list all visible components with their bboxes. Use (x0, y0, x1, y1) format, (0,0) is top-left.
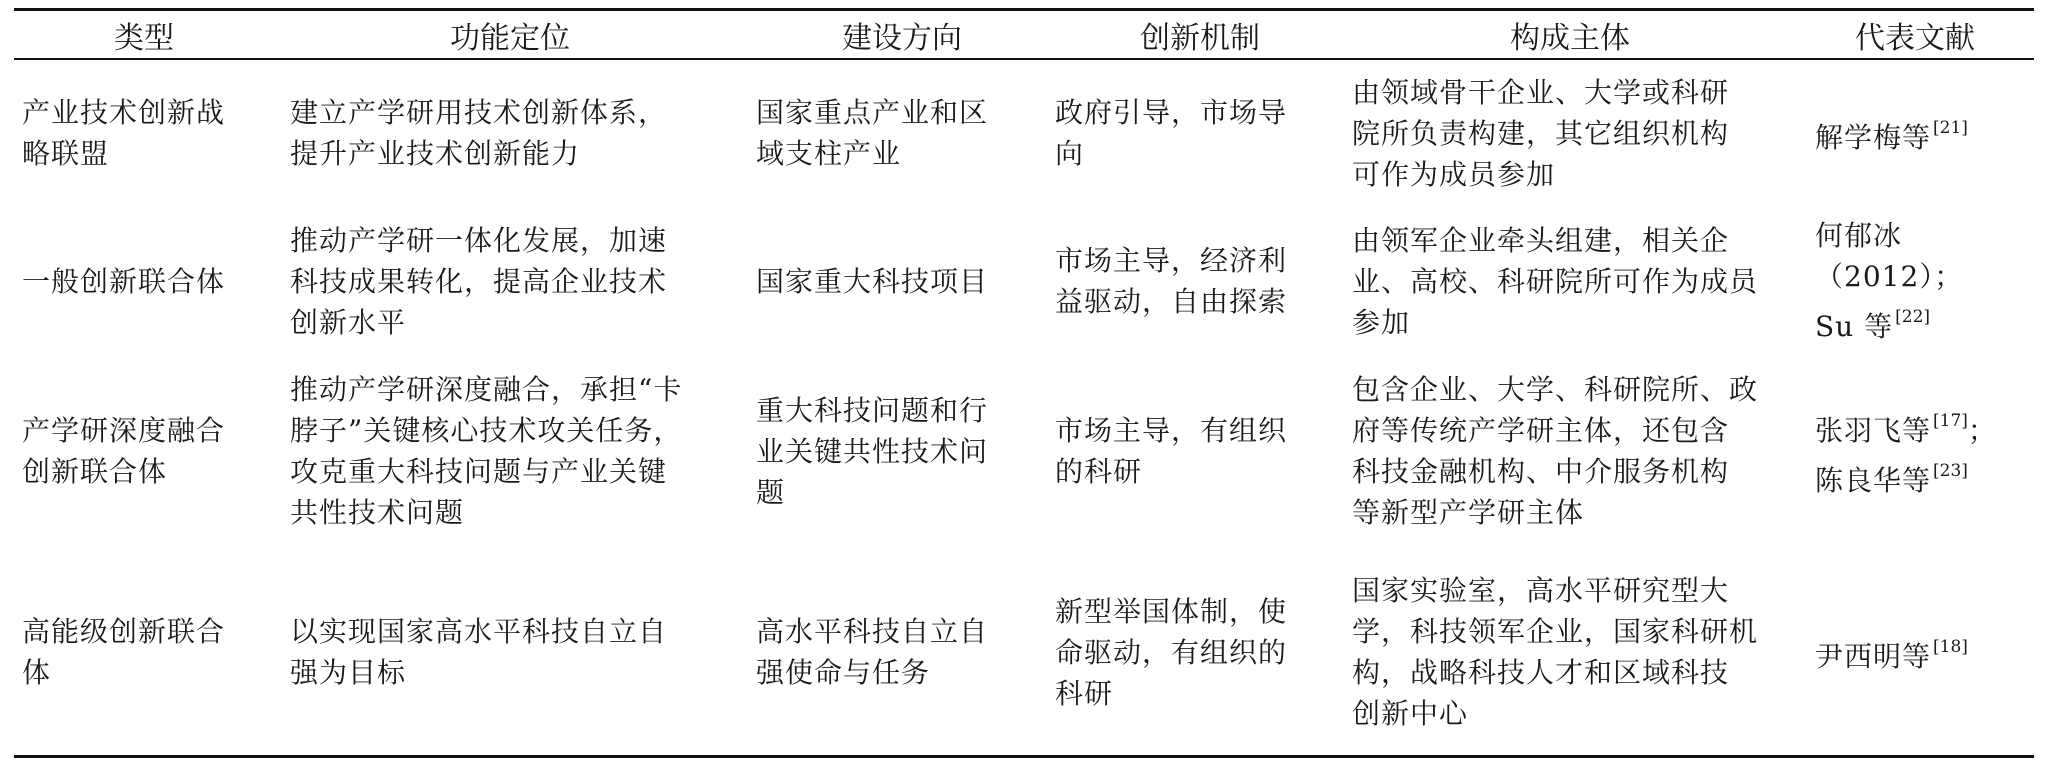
table-row-4-refs (1815, 550, 2040, 754)
citation-number: [18] (1933, 637, 1968, 657)
cell-line: 脖子”关键核心技术攻关任务， (290, 414, 683, 447)
reference-text: 解学梅等 (1815, 121, 1932, 154)
cell-line: 强为目标 (290, 656, 407, 689)
table-row-2-mechanism (1055, 208, 1345, 354)
cell-line: 攻克重大科技问题与产业关键 (290, 455, 668, 488)
cell-line: 产学研深度融合 (22, 414, 226, 447)
reference-text: （2012）； (1815, 260, 1964, 293)
table-row-4-subjects (1352, 550, 1802, 754)
cell-line: 高能级创新联合 (22, 615, 226, 648)
cell-line: 推动产学研深度融合，承担“卡 (290, 373, 683, 406)
cell-line: 共性技术问题 (290, 496, 465, 529)
cell-line: 向 (1055, 137, 1085, 170)
header-function: 功能定位 (450, 20, 570, 56)
cell-line: 体 (22, 656, 52, 689)
cell-line: 学，科技领军企业，国家科研机 (1352, 615, 1759, 648)
cell-line: 强使命与任务 (756, 656, 931, 689)
cell-line: 由领军企业牵头组建，相关企 (1352, 223, 1730, 257)
table-row-3-function (290, 356, 750, 546)
table-row-2-function (290, 208, 750, 354)
cell-line: 院所负责构建，其它组织机构 (1352, 116, 1730, 150)
cell-line: 建立产学研用技术创新体系， (290, 96, 668, 129)
citation-number: [17] (1933, 411, 1968, 431)
table-row-1-subjects (1352, 60, 1802, 206)
table-row-3-refs (1815, 356, 2040, 546)
cell-line: 业关键共性技术问 (756, 434, 989, 468)
reference-text: 张羽飞等 (1815, 414, 1932, 447)
cell-line: 题 (756, 475, 786, 509)
cell-line: 国家重大科技项目 (756, 264, 989, 298)
citation-number: [23] (1933, 461, 1968, 481)
cell-line: 政府引导，市场导 (1055, 96, 1288, 129)
cell-line: 包含企业、大学、科研院所、政 (1352, 373, 1759, 406)
header-direction: 建设方向 (842, 20, 962, 56)
cell-line: 构，战略科技人才和区域科技 (1352, 656, 1730, 689)
table-row-2-subjects (1352, 208, 1802, 354)
cell-line: 的科研 (1055, 455, 1143, 488)
cell-line: 新型举国体制，使 (1055, 594, 1288, 628)
reference (1815, 297, 1963, 347)
table-row-2-type (22, 208, 282, 354)
cell-line: 以实现国家高水平科技自立自 (290, 615, 668, 648)
header-subjects: 构成主体 (1510, 20, 1630, 56)
cell-line: 等新型产学研主体 (1352, 496, 1585, 529)
cell-line: 可作为成员参加 (1352, 157, 1556, 191)
reference-text: 陈良华等 (1815, 464, 1932, 497)
cell-line: 业、高校、科研院所可作为成员 (1352, 264, 1759, 298)
table-row-4-type (22, 550, 282, 754)
table-row-3-mechanism (1055, 356, 1345, 546)
table-row-1-type (22, 60, 282, 206)
citation-number: [22] (1895, 307, 1931, 327)
cell-line: 推动产学研一体化发展，加速 (290, 223, 668, 257)
reference-text: 尹西明等 (1815, 640, 1932, 673)
table-row-1-mechanism (1055, 60, 1345, 206)
cell-line: 产业技术创新战 (22, 96, 226, 129)
cell-line: 国家实验室，高水平研究型大 (1352, 574, 1730, 607)
table-row-4-mechanism (1055, 550, 1345, 754)
table-row-1-refs (1815, 60, 2040, 206)
cell-line: 提升产业技术创新能力 (290, 137, 581, 170)
reference (1815, 627, 1968, 677)
table-row-3-direction (756, 356, 1046, 546)
reference (1815, 401, 1997, 451)
cell-line: 国家重点产业和区 (756, 96, 989, 129)
reference-separator: ； (1967, 414, 1997, 447)
cell-line: 一般创新联合体 (22, 264, 226, 298)
table-row-3-subjects (1352, 356, 1802, 546)
cell-line: 由领域骨干企业、大学或科研 (1352, 75, 1730, 109)
cell-line: 府等传统产学研主体，还包含 (1352, 414, 1730, 447)
reference-text: Su 等 (1815, 310, 1894, 343)
cell-line: 创新联合体 (22, 455, 168, 488)
cell-line: 域支柱产业 (756, 137, 902, 170)
cell-line: 参加 (1352, 305, 1411, 339)
cell-line: 市场主导，有组织 (1055, 414, 1288, 447)
cell-line: 市场主导，经济利 (1055, 244, 1288, 277)
cell-line: 高水平科技自立自 (756, 615, 989, 648)
cell-line: 科技金融机构、中介服务机构 (1352, 455, 1730, 488)
cell-line: 略联盟 (22, 137, 110, 170)
table-row-1-function (290, 60, 750, 206)
cell-line: 重大科技问题和行 (756, 393, 989, 427)
table-row-4-function (290, 550, 750, 754)
table-row-3-type (22, 356, 282, 546)
table-row-4-direction (756, 550, 1046, 754)
table-row-1-direction (756, 60, 1046, 206)
citation-number: [21] (1933, 118, 1968, 138)
table-row-2-refs (1815, 202, 2040, 360)
reference (1815, 451, 1997, 501)
cell-line: 科研 (1055, 676, 1114, 710)
cell-line: 创新中心 (1352, 697, 1469, 730)
table-row-2-direction (756, 208, 1046, 354)
header-type: 类型 (114, 20, 174, 56)
cell-line: 创新水平 (290, 305, 407, 339)
header-refs: 代表文献 (1855, 20, 1975, 56)
reference (1815, 108, 1968, 158)
header-mechanism: 创新机制 (1140, 20, 1260, 56)
table-bottom-rule (14, 755, 2034, 758)
cell-line: 命驱动，有组织的 (1055, 635, 1288, 669)
cell-line: 益驱动，自由探索 (1055, 285, 1288, 318)
cell-line: 科技成果转化，提高企业技术 (290, 264, 668, 298)
reference-text: 何郁冰 (1815, 219, 1903, 252)
